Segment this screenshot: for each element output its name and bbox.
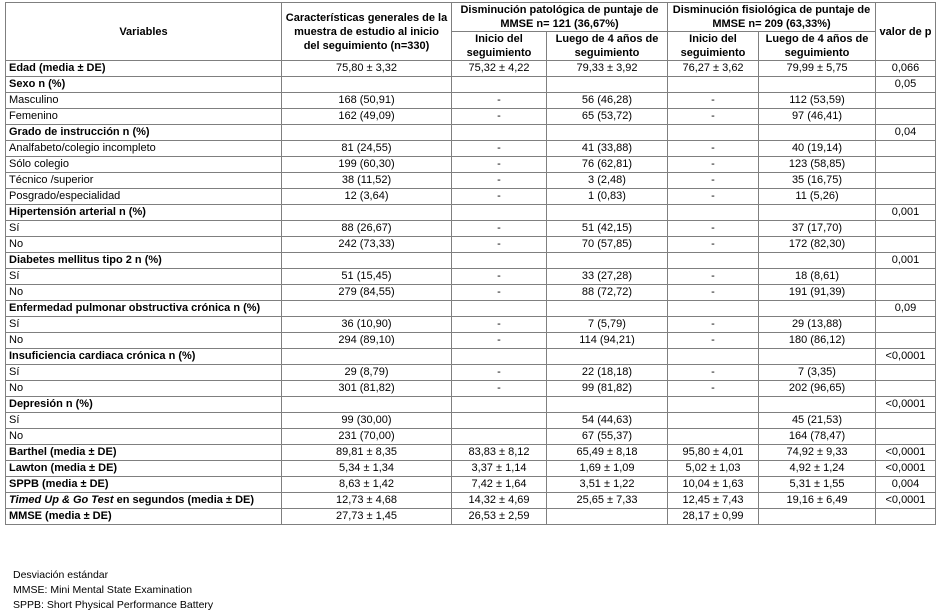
cell-physiological-after4: 19,16 ± 6,49 [759,493,876,509]
row-label: No [6,285,282,301]
cell-pathological-start: 75,32 ± 4,22 [452,61,547,77]
cell-overall: 89,81 ± 8,35 [282,445,452,461]
cell-overall [282,397,452,413]
row-label: Grado de instrucción n (%) [6,125,282,141]
table-row [6,77,936,93]
cell-physiological-after4: 191 (91,39) [759,285,876,301]
table-row [6,349,936,365]
cell-overall [282,125,452,141]
row-label: Sí [6,365,282,381]
cell-pathological-after4: 3 (2,48) [547,173,668,189]
row-label: Lawton (media ± DE) [6,461,282,477]
cell-pathological-after4: 1,69 ± 1,09 [547,461,668,477]
table-row [6,445,936,461]
table-row [6,173,936,189]
cell-overall [282,253,452,269]
cell-pvalue [876,269,936,285]
cell-physiological-after4: 164 (78,47) [759,429,876,445]
cell-overall: 29 (8,79) [282,365,452,381]
cell-physiological-after4: 180 (86,12) [759,333,876,349]
cell-physiological-after4: 37 (17,70) [759,221,876,237]
cell-pathological-start [452,397,547,413]
cell-overall: 27,73 ± 1,45 [282,509,452,525]
cell-pathological-after4: 65 (53,72) [547,109,668,125]
cell-pvalue [876,237,936,253]
cell-pathological-after4: 41 (33,88) [547,141,668,157]
cell-pvalue [876,381,936,397]
cell-physiological-start: - [668,381,759,397]
row-label: Diabetes mellitus tipo 2 n (%) [6,253,282,269]
cell-pathological-start: - [452,237,547,253]
cell-physiological-after4: 11 (5,26) [759,189,876,205]
row-label-italic: Timed Up & Go Test [9,494,114,506]
cell-physiological-start [668,125,759,141]
cell-physiological-after4: 18 (8,61) [759,269,876,285]
cell-overall: 242 (73,33) [282,237,452,253]
cell-pathological-after4: 51 (42,15) [547,221,668,237]
cell-pvalue [876,317,936,333]
cell-pathological-start [452,429,547,445]
header-variables: Variables [6,3,282,61]
table-row [6,237,936,253]
cell-pvalue [876,189,936,205]
cell-physiological-start: - [668,173,759,189]
table-body [6,61,936,525]
cell-physiological-after4: 40 (19,14) [759,141,876,157]
cell-pvalue: <0,0001 [876,397,936,413]
row-label: Edad (media ± DE) [6,61,282,77]
table-row [6,269,936,285]
cell-physiological-after4: 4,92 ± 1,24 [759,461,876,477]
cell-overall: 75,80 ± 3,32 [282,61,452,77]
table-row [6,205,936,221]
table-row [6,333,936,349]
table-row [6,477,936,493]
table-row [6,365,936,381]
cell-pvalue: 0,09 [876,301,936,317]
cell-pathological-start: - [452,285,547,301]
cell-physiological-after4: 112 (53,59) [759,93,876,109]
cell-physiological-start: 10,04 ± 1,63 [668,477,759,493]
cell-physiological-start [668,205,759,221]
table-row [6,493,936,509]
row-label: Barthel (media ± DE) [6,445,282,461]
cell-overall: 88 (26,67) [282,221,452,237]
cell-physiological-start [668,413,759,429]
cell-physiological-after4 [759,349,876,365]
footnote-sd: Desviación estándar [13,569,109,581]
cell-pvalue [876,93,936,109]
cell-pathological-after4: 79,33 ± 3,92 [547,61,668,77]
cell-pathological-start: - [452,269,547,285]
cell-pvalue [876,285,936,301]
cell-pvalue: 0,001 [876,253,936,269]
cell-pvalue: 0,004 [876,477,936,493]
cell-pvalue [876,109,936,125]
cell-pathological-start: - [452,109,547,125]
cell-physiological-start: - [668,237,759,253]
cell-pathological-after4: 25,65 ± 7,33 [547,493,668,509]
header-group-pathological: Disminución patológica de puntaje de MMSE n= 121 (36,67%) [452,3,668,32]
cell-pathological-after4: 65,49 ± 8,18 [547,445,668,461]
cell-physiological-start: 5,02 ± 1,03 [668,461,759,477]
cell-physiological-after4: 29 (13,88) [759,317,876,333]
cell-pathological-after4 [547,253,668,269]
cell-pathological-start: - [452,221,547,237]
row-label: Enfermedad pulmonar obstructiva crónica n (%) [6,301,282,317]
cell-pvalue [876,333,936,349]
header-pathological-after4: Luego de 4 años de seguimiento [547,32,668,61]
table-row [6,317,936,333]
cell-pathological-start: 7,42 ± 1,64 [452,477,547,493]
cell-pathological-start [452,77,547,93]
cell-pvalue: 0,066 [876,61,936,77]
footnote-mmse: MMSE: Mini Mental State Examination [13,584,193,596]
table-row [6,109,936,125]
cell-physiological-start [668,77,759,93]
row-label: Insuficiencia cardiaca crónica n (%) [6,349,282,365]
row-label: Sí [6,317,282,333]
cell-pathological-after4 [547,349,668,365]
table-row [6,285,936,301]
cell-physiological-start: - [668,221,759,237]
cell-physiological-start: - [668,93,759,109]
cell-pathological-start: - [452,317,547,333]
cell-pvalue [876,141,936,157]
cell-physiological-start: 95,80 ± 4,01 [668,445,759,461]
row-label [6,493,282,509]
cell-pathological-start [452,125,547,141]
cell-pathological-after4: 70 (57,85) [547,237,668,253]
cell-overall: 279 (84,55) [282,285,452,301]
table-row [6,157,936,173]
cell-physiological-start [668,301,759,317]
row-label: No [6,381,282,397]
cell-overall: 301 (81,82) [282,381,452,397]
cell-pvalue [876,429,936,445]
cell-pathological-start [452,349,547,365]
row-label: Sí [6,413,282,429]
header-overall: Características generales de la muestra de estudio al inicio del seguimiento (n=330) [282,3,452,61]
cell-physiological-start: - [668,317,759,333]
cell-overall: 199 (60,30) [282,157,452,173]
cell-overall: 51 (15,45) [282,269,452,285]
cell-pvalue [876,221,936,237]
cell-pathological-after4: 114 (94,21) [547,333,668,349]
header-pvalue: valor de p [876,3,936,61]
cell-overall [282,205,452,221]
cell-physiological-after4 [759,205,876,221]
cell-pvalue: <0,0001 [876,493,936,509]
cell-pvalue: 0,05 [876,77,936,93]
cell-pathological-after4: 33 (27,28) [547,269,668,285]
row-label: No [6,429,282,445]
results-table [5,2,936,525]
row-label: Sólo colegio [6,157,282,173]
cell-physiological-start: - [668,141,759,157]
table-row [6,125,936,141]
cell-physiological-after4 [759,253,876,269]
row-label: Analfabeto/colegio incompleto [6,141,282,157]
table-row [6,221,936,237]
cell-pathological-after4: 1 (0,83) [547,189,668,205]
row-label-rest: en segundos (media ± DE) [113,494,255,506]
table-row [6,141,936,157]
cell-pvalue: <0,0001 [876,445,936,461]
cell-physiological-start [668,253,759,269]
table-row [6,413,936,429]
cell-pvalue [876,157,936,173]
table-row [6,381,936,397]
cell-physiological-after4 [759,301,876,317]
cell-pathological-start [452,413,547,429]
cell-physiological-start: 28,17 ± 0,99 [668,509,759,525]
cell-physiological-start [668,397,759,413]
cell-physiological-after4: 97 (46,41) [759,109,876,125]
cell-pathological-after4: 3,51 ± 1,22 [547,477,668,493]
table-row [6,397,936,413]
cell-pathological-after4 [547,125,668,141]
cell-pvalue [876,365,936,381]
cell-pathological-start: 26,53 ± 2,59 [452,509,547,525]
cell-physiological-after4 [759,397,876,413]
table-row [6,429,936,445]
table-row [6,189,936,205]
cell-overall: 162 (49,09) [282,109,452,125]
cell-physiological-start: - [668,157,759,173]
cell-pathological-after4: 56 (46,28) [547,93,668,109]
cell-pathological-after4 [547,77,668,93]
cell-pathological-start: - [452,157,547,173]
cell-physiological-start: 76,27 ± 3,62 [668,61,759,77]
row-label: Técnico /superior [6,173,282,189]
cell-physiological-after4 [759,77,876,93]
table-row [6,253,936,269]
cell-pathological-after4: 76 (62,81) [547,157,668,173]
row-label: No [6,237,282,253]
row-label: Posgrado/especialidad [6,189,282,205]
cell-overall: 8,63 ± 1,42 [282,477,452,493]
row-label: No [6,333,282,349]
table-row [6,93,936,109]
cell-pvalue [876,509,936,525]
cell-physiological-start: - [668,109,759,125]
cell-pathological-after4 [547,509,668,525]
cell-pathological-after4: 88 (72,72) [547,285,668,301]
cell-overall [282,301,452,317]
cell-pvalue [876,413,936,429]
cell-pathological-after4 [547,397,668,413]
row-label: Sexo n (%) [6,77,282,93]
cell-pathological-start: - [452,381,547,397]
cell-pathological-start: - [452,333,547,349]
footnote-sppb: SPPB: Short Physical Performance Battery [13,599,214,611]
cell-pathological-after4: 54 (44,63) [547,413,668,429]
cell-physiological-after4: 123 (58,85) [759,157,876,173]
cell-physiological-after4 [759,509,876,525]
cell-physiological-after4: 172 (82,30) [759,237,876,253]
cell-pathological-after4 [547,205,668,221]
row-label: Sí [6,221,282,237]
row-label: Masculino [6,93,282,109]
cell-physiological-start: - [668,333,759,349]
cell-pathological-start: 83,83 ± 8,12 [452,445,547,461]
cell-physiological-after4: 45 (21,53) [759,413,876,429]
cell-pathological-after4: 7 (5,79) [547,317,668,333]
cell-overall: 36 (10,90) [282,317,452,333]
cell-pathological-start: - [452,93,547,109]
cell-physiological-after4: 35 (16,75) [759,173,876,189]
cell-pathological-start: - [452,189,547,205]
cell-pvalue [876,173,936,189]
row-label: SPPB (media ± DE) [6,477,282,493]
cell-pathological-after4: 67 (55,37) [547,429,668,445]
cell-pvalue: <0,0001 [876,349,936,365]
table-footnotes [13,568,213,613]
cell-pathological-start [452,253,547,269]
cell-overall: 38 (11,52) [282,173,452,189]
row-label: Sí [6,269,282,285]
table-row [6,61,936,77]
cell-physiological-start: 12,45 ± 7,43 [668,493,759,509]
cell-pathological-start: - [452,173,547,189]
table-row [6,301,936,317]
cell-physiological-after4: 7 (3,35) [759,365,876,381]
header-pathological-start: Inicio del seguimiento [452,32,547,61]
header-group-physiological: Disminución fisiológica de puntaje de MMSE n= 209 (63,33%) [668,3,876,32]
cell-physiological-start [668,429,759,445]
row-label: MMSE (media ± DE) [6,509,282,525]
header-physiological-start: Inicio del seguimiento [668,32,759,61]
cell-physiological-start: - [668,269,759,285]
cell-overall: 81 (24,55) [282,141,452,157]
cell-overall: 231 (70,00) [282,429,452,445]
row-label: Depresión n (%) [6,397,282,413]
cell-pathological-start [452,301,547,317]
cell-physiological-after4: 5,31 ± 1,55 [759,477,876,493]
cell-pathological-after4: 99 (81,82) [547,381,668,397]
header-physiological-after4: Luego de 4 años de seguimiento [759,32,876,61]
cell-pathological-start: 14,32 ± 4,69 [452,493,547,509]
cell-pathological-start: 3,37 ± 1,14 [452,461,547,477]
cell-physiological-after4: 202 (96,65) [759,381,876,397]
cell-pathological-start: - [452,141,547,157]
row-label: Femenino [6,109,282,125]
cell-pathological-start: - [452,365,547,381]
cell-pvalue: <0,0001 [876,461,936,477]
cell-physiological-start: - [668,285,759,301]
cell-physiological-start [668,349,759,365]
cell-overall: 12,73 ± 4,68 [282,493,452,509]
cell-physiological-start: - [668,365,759,381]
cell-physiological-after4: 79,99 ± 5,75 [759,61,876,77]
cell-overall: 294 (89,10) [282,333,452,349]
table-row [6,509,936,525]
cell-overall: 99 (30,00) [282,413,452,429]
cell-pvalue: 0,001 [876,205,936,221]
cell-overall: 168 (50,91) [282,93,452,109]
cell-pathological-start [452,205,547,221]
cell-overall [282,349,452,365]
table-row [6,461,936,477]
cell-pathological-after4 [547,301,668,317]
cell-overall [282,77,452,93]
cell-physiological-after4 [759,125,876,141]
cell-physiological-after4: 74,92 ± 9,33 [759,445,876,461]
row-label: Hipertensión arterial n (%) [6,205,282,221]
cell-pathological-after4: 22 (18,18) [547,365,668,381]
cell-overall: 5,34 ± 1,34 [282,461,452,477]
cell-pvalue: 0,04 [876,125,936,141]
cell-overall: 12 (3,64) [282,189,452,205]
cell-physiological-start: - [668,189,759,205]
